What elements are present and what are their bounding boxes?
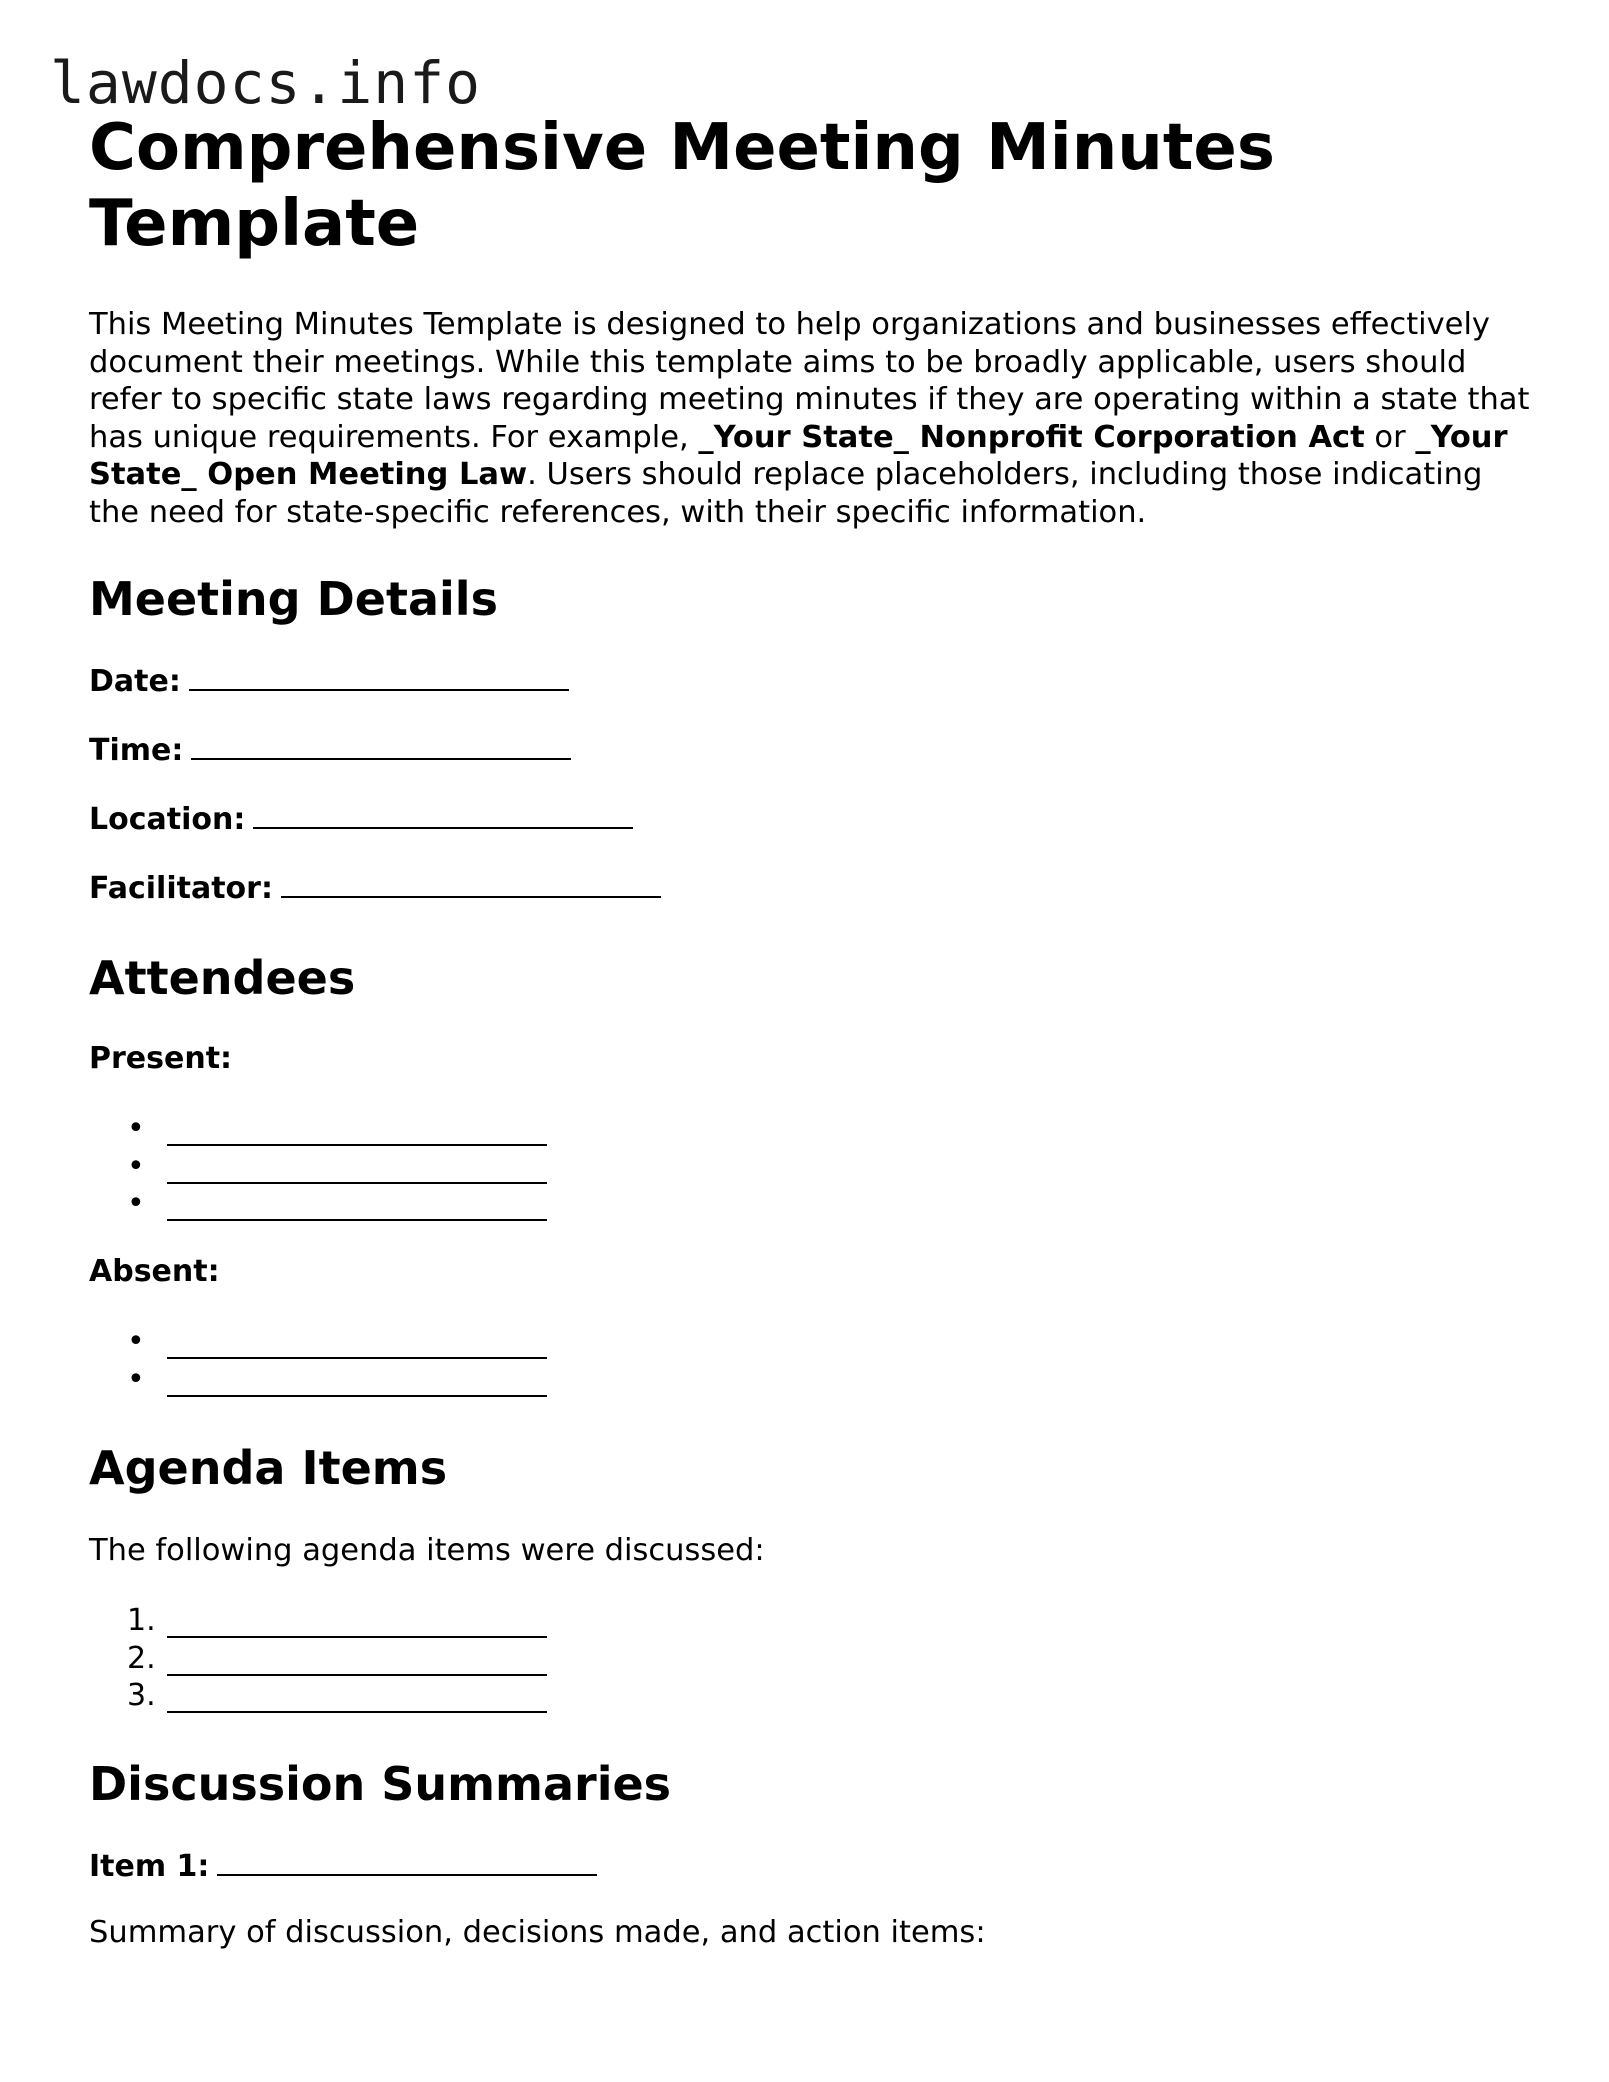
present-blank-line[interactable] — [167, 1191, 547, 1221]
summary-text: Summary of discussion, decisions made, and action items: — [89, 1915, 986, 1950]
time-label: Time: — [89, 733, 184, 768]
list-item — [89, 1640, 689, 1678]
discussion-heading: Discussion Summaries — [89, 1757, 672, 1811]
present-list — [89, 1110, 689, 1223]
agenda-number: 2. — [127, 1640, 156, 1676]
agenda-number: 1. — [127, 1603, 156, 1638]
list-item — [89, 1185, 689, 1223]
location-field — [89, 799, 633, 838]
document-page — [89, 110, 1539, 531]
location-label: Location: — [89, 802, 246, 837]
agenda-heading: Agenda Items — [89, 1441, 448, 1495]
list-item — [89, 1677, 689, 1715]
absent-blank-line[interactable] — [167, 1329, 547, 1359]
time-blank-line[interactable] — [191, 730, 571, 760]
watermark-logo: lawdocs.info — [50, 49, 482, 117]
agenda-blank-line[interactable] — [167, 1608, 547, 1638]
bullet-icon: • — [127, 1186, 145, 1221]
time-field — [89, 730, 571, 769]
intro-law-1: _Your State_ Nonprofit Corporation Act — [698, 419, 1365, 455]
agenda-intro-text: The following agenda items were discussed: — [89, 1533, 765, 1568]
present-blank-line[interactable] — [167, 1154, 547, 1184]
intro-text-3: . Users should replace placeholders, including those indicating the need for state-specific references, with their specific information. — [89, 457, 1483, 530]
absent-label: Absent: — [89, 1254, 220, 1289]
meeting-details-heading: Meeting Details — [89, 572, 498, 626]
facilitator-blank-line[interactable] — [281, 868, 661, 898]
facilitator-label: Facilitator: — [89, 871, 273, 906]
location-blank-line[interactable] — [253, 799, 633, 829]
present-blank-line[interactable] — [167, 1116, 547, 1146]
bullet-icon: • — [127, 1361, 145, 1397]
intro-text-1: This Meeting Minutes Template is designed to help organizations and businesses effectively document their meetings. While this template aims to be broadly applicable, users should refer to specific state laws regarding meeting minutes if they are operating within a state that has unique requirements. For example, — [89, 307, 1530, 455]
intro-text-2: or — [1364, 419, 1416, 455]
intro-paragraph — [89, 306, 1539, 531]
list-item — [89, 1323, 689, 1361]
bullet-icon: • — [127, 1324, 145, 1359]
page-title: Comprehensive Meeting Minutes Template — [89, 111, 1275, 261]
absent-blank-line[interactable] — [167, 1367, 547, 1397]
item1-blank-line[interactable] — [217, 1846, 597, 1876]
agenda-number: 3. — [127, 1678, 156, 1713]
date-blank-line[interactable] — [189, 661, 569, 691]
list-item — [89, 1110, 689, 1148]
list-item — [89, 1148, 689, 1186]
agenda-list — [89, 1602, 689, 1715]
agenda-blank-line[interactable] — [167, 1683, 547, 1713]
list-item — [89, 1361, 689, 1399]
attendees-heading: Attendees — [89, 951, 356, 1005]
date-field — [89, 661, 569, 700]
bullet-icon: • — [127, 1148, 145, 1184]
intro-law-2: _Your State_ Open Meeting Law — [89, 419, 1508, 492]
absent-list — [89, 1323, 689, 1398]
item1-field — [89, 1846, 597, 1885]
agenda-blank-line[interactable] — [167, 1646, 547, 1676]
facilitator-field — [89, 868, 661, 907]
date-label: Date: — [89, 664, 181, 699]
item1-label: Item 1: — [89, 1849, 210, 1884]
bullet-icon: • — [127, 1111, 145, 1146]
present-label: Present: — [89, 1041, 233, 1076]
list-item — [89, 1602, 689, 1640]
